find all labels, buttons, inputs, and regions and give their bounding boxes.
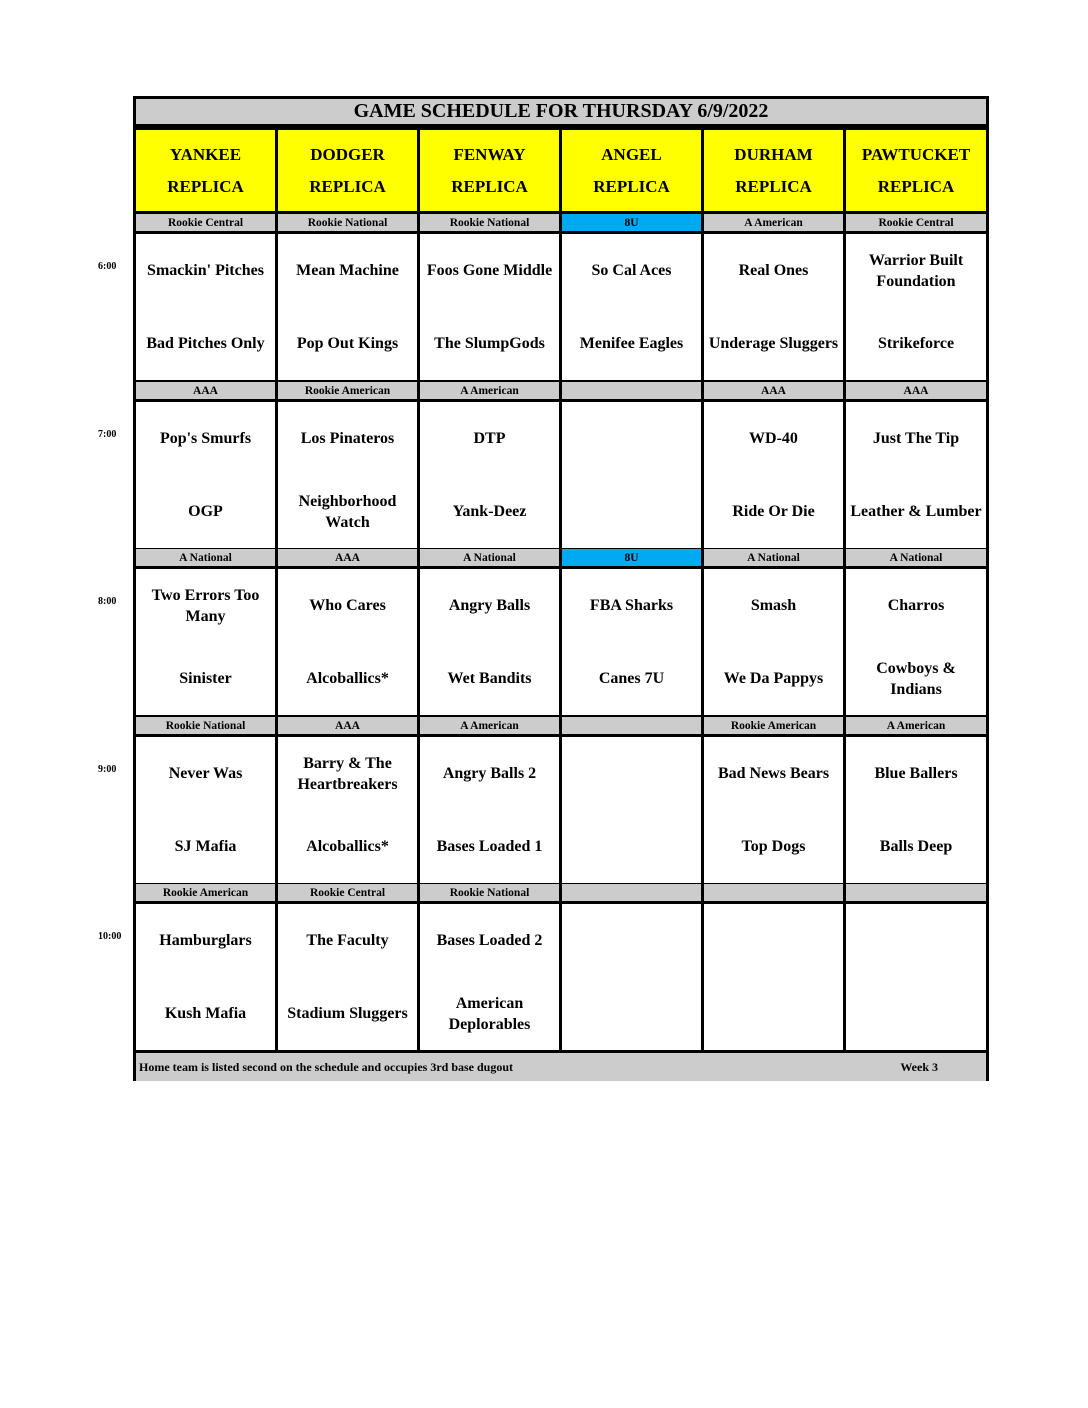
division-label: 8U <box>562 549 704 566</box>
away-team <box>562 402 704 475</box>
division-label <box>562 717 704 734</box>
division-label: AAA <box>846 382 986 399</box>
home-team <box>846 977 986 1050</box>
rule <box>136 231 986 234</box>
home-team <box>562 977 704 1050</box>
time-label: 9:00 <box>98 764 117 775</box>
field-name: PAWTUCKET <box>861 144 971 164</box>
field-subtitle: REPLICA <box>593 176 670 196</box>
division-label <box>704 884 846 901</box>
home-team: Underage Sluggers <box>704 307 846 380</box>
away-team <box>562 737 704 810</box>
field-name: YANKEE <box>169 144 242 164</box>
division-label: Rookie National <box>420 214 562 231</box>
home-team: Pop Out Kings <box>278 307 420 380</box>
division-label: Rookie Central <box>136 214 278 231</box>
home-team: Canes 7U <box>562 642 704 715</box>
rule <box>136 1050 986 1053</box>
away-team: Bad News Bears <box>704 737 846 810</box>
rule <box>136 399 986 402</box>
rule <box>136 566 986 569</box>
away-team: Pop's Smurfs <box>136 402 278 475</box>
home-team: Kush Mafia <box>136 977 278 1050</box>
division-label: Rookie Central <box>846 214 986 231</box>
field-header <box>562 130 704 211</box>
field-subtitle: REPLICA <box>167 176 244 196</box>
division-label: AAA <box>704 382 846 399</box>
schedule-footer <box>136 1053 986 1081</box>
away-team: Real Ones <box>704 234 846 307</box>
away-team: Barry & The Heartbreakers <box>278 737 420 810</box>
time-label: 6:00 <box>98 261 117 272</box>
division-label <box>562 382 704 399</box>
division-label: Rookie Central <box>278 884 420 901</box>
field-header <box>704 130 846 211</box>
home-team: Top Dogs <box>704 810 846 883</box>
division-label: A National <box>846 549 986 566</box>
home-team: Strikeforce <box>846 307 986 380</box>
schedule-title: GAME SCHEDULE FOR THURSDAY 6/9/2022 <box>136 99 986 127</box>
home-team: The SlumpGods <box>420 307 562 380</box>
home-team: SJ Mafia <box>136 810 278 883</box>
division-label: 8U <box>562 214 704 231</box>
away-team: Angry Balls <box>420 569 562 642</box>
home-team: Stadium Sluggers <box>278 977 420 1050</box>
field-name: DODGER <box>310 144 385 164</box>
division-label: A National <box>420 549 562 566</box>
away-team: Who Cares <box>278 569 420 642</box>
field-header <box>136 130 278 211</box>
home-team: Cowboys & Indians <box>846 642 986 715</box>
home-team: OGP <box>136 475 278 548</box>
field-header <box>846 130 986 211</box>
home-team: Wet Bandits <box>420 642 562 715</box>
away-team: Angry Balls 2 <box>420 737 562 810</box>
schedule-table <box>133 96 989 1081</box>
away-team: Foos Gone Middle <box>420 234 562 307</box>
home-team: Bases Loaded 1 <box>420 810 562 883</box>
division-label: AAA <box>278 717 420 734</box>
division-label: Rookie National <box>278 214 420 231</box>
field-header <box>278 130 420 211</box>
division-label: Rookie National <box>420 884 562 901</box>
division-label: Rookie American <box>704 717 846 734</box>
footer-note: Home team is listed second on the schedule and occupies 3rd base dugout <box>139 1059 514 1074</box>
away-team: Smackin' Pitches <box>136 234 278 307</box>
away-team: Just The Tip <box>846 402 986 475</box>
away-team: The Faculty <box>278 904 420 977</box>
division-label: Rookie National <box>136 717 278 734</box>
division-label: A American <box>420 382 562 399</box>
field-header <box>420 130 562 211</box>
home-team: Bad Pitches Only <box>136 307 278 380</box>
division-label: A American <box>420 717 562 734</box>
home-team: Neighborhood Watch <box>278 475 420 548</box>
away-team: Blue Ballers <box>846 737 986 810</box>
division-label <box>562 884 704 901</box>
division-label: A American <box>846 717 986 734</box>
time-label: 8:00 <box>98 596 117 607</box>
footer-week: Week 3 <box>900 1059 938 1074</box>
away-team: Never Was <box>136 737 278 810</box>
away-team: FBA Sharks <box>562 569 704 642</box>
away-team: Bases Loaded 2 <box>420 904 562 977</box>
home-team: We Da Pappys <box>704 642 846 715</box>
division-label: AAA <box>278 549 420 566</box>
field-subtitle: REPLICA <box>451 176 528 196</box>
division-label: Rookie American <box>136 884 278 901</box>
home-team: Menifee Eagles <box>562 307 704 380</box>
away-team <box>704 904 846 977</box>
home-team: Balls Deep <box>846 810 986 883</box>
division-label: Rookie American <box>278 382 420 399</box>
division-label <box>846 884 986 901</box>
field-name: FENWAY <box>453 144 526 164</box>
home-team <box>562 475 704 548</box>
field-subtitle: REPLICA <box>877 176 955 196</box>
away-team: Warrior Built Foundation <box>846 234 986 307</box>
field-subtitle: REPLICA <box>735 176 812 196</box>
away-team: WD-40 <box>704 402 846 475</box>
home-team: Alcoballics* <box>278 810 420 883</box>
home-team <box>704 977 846 1050</box>
field-name: ANGEL <box>601 144 662 164</box>
away-team: Hamburglars <box>136 904 278 977</box>
away-team: So Cal Aces <box>562 234 704 307</box>
home-team: Sinister <box>136 642 278 715</box>
away-team: DTP <box>420 402 562 475</box>
away-team <box>562 904 704 977</box>
away-team: Los Pinateros <box>278 402 420 475</box>
time-label: 10:00 <box>98 931 122 942</box>
home-team: Leather & Lumber <box>846 475 986 548</box>
field-subtitle: REPLICA <box>309 176 386 196</box>
away-team: Mean Machine <box>278 234 420 307</box>
time-label: 7:00 <box>98 429 117 440</box>
home-team: Ride Or Die <box>704 475 846 548</box>
away-team: Smash <box>704 569 846 642</box>
division-label: A National <box>136 549 278 566</box>
division-label: A National <box>704 549 846 566</box>
home-team: Yank-Deez <box>420 475 562 548</box>
away-team: Charros <box>846 569 986 642</box>
rule <box>136 734 986 737</box>
home-team: American Deplorables <box>420 977 562 1050</box>
home-team <box>562 810 704 883</box>
division-label: A American <box>704 214 846 231</box>
division-label: AAA <box>136 382 278 399</box>
away-team <box>846 904 986 977</box>
home-team: Alcoballics* <box>278 642 420 715</box>
rule <box>136 901 986 904</box>
field-name: DURHAM <box>734 144 813 164</box>
away-team: Two Errors Too Many <box>136 569 278 642</box>
